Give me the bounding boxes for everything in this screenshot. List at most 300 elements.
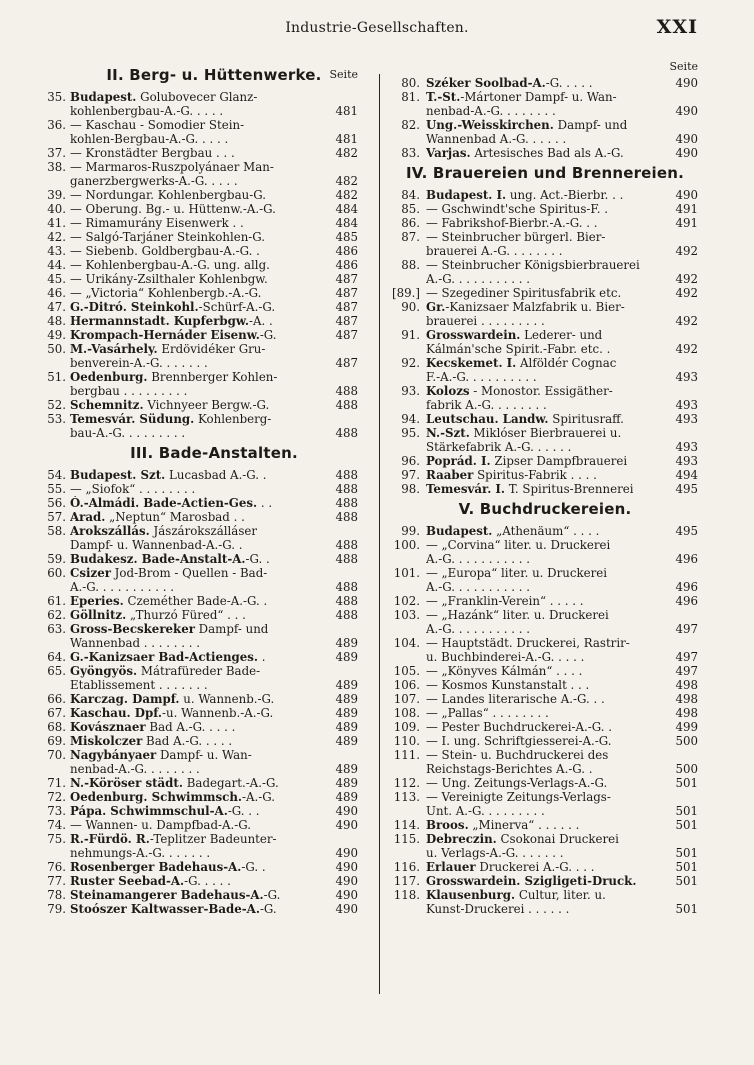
entry-text: Ruster Seebad-A.-G. . . . . bbox=[70, 874, 231, 888]
entry-number: 86. bbox=[401, 216, 420, 230]
entry-line bbox=[426, 356, 698, 370]
entry-text: — Wannen- u. Dampfbad-A.-G. bbox=[70, 818, 252, 832]
entry-line bbox=[426, 132, 698, 146]
index-entry bbox=[392, 188, 698, 202]
entry-page: 497 bbox=[675, 622, 698, 636]
entry-text: Klausenburg. Cultur, liter. u. bbox=[426, 888, 606, 902]
entry-page: 490 bbox=[335, 860, 358, 874]
entry-number: 46. bbox=[47, 286, 66, 300]
index-entry bbox=[392, 720, 698, 734]
entry-text: Leutschau. Landw. Spiritusraff. bbox=[426, 412, 624, 426]
entry-text: Kecskemet. I. Alföldér Cognac bbox=[426, 356, 617, 370]
entry-line bbox=[70, 356, 358, 370]
entry-page: 481 bbox=[335, 132, 358, 146]
entry-line bbox=[70, 342, 358, 356]
entry-text: — Urikány-Zsilthaler Kohlenbgw. bbox=[70, 272, 268, 286]
entry-number: 69. bbox=[47, 734, 66, 748]
index-entry bbox=[392, 888, 698, 916]
entry-text: — Landes literarische A.-G. . . bbox=[426, 692, 605, 706]
entry-text: — Salgó-Tarjáner Steinkohlen-G. bbox=[70, 230, 266, 244]
entry-number: 117. bbox=[393, 874, 420, 888]
entry-line bbox=[70, 426, 358, 440]
entry-line bbox=[70, 706, 358, 720]
entry-text: Raaber Spiritus-Fabrik . . . . bbox=[426, 468, 597, 482]
entry-page: 491 bbox=[675, 216, 698, 230]
entry-page: 493 bbox=[675, 440, 698, 454]
entry-page: 492 bbox=[675, 314, 698, 328]
entry-text: Unt. A.-G. . . . . . . . . bbox=[426, 804, 545, 818]
entry-line bbox=[426, 720, 698, 734]
entry-number: 61. bbox=[47, 594, 66, 608]
index-entry bbox=[47, 216, 358, 230]
entry-text: Kálmán'sche Spirit.-Fabr. etc. . bbox=[426, 342, 611, 356]
entry-number: 47. bbox=[47, 300, 66, 314]
index-entry bbox=[47, 874, 358, 888]
entry-text: A.-G. . . . . . . . . . . bbox=[426, 272, 531, 286]
entry-line bbox=[426, 230, 698, 244]
index-entry bbox=[47, 314, 358, 328]
entry-line bbox=[426, 272, 698, 286]
entry-line bbox=[70, 636, 358, 650]
index-entry bbox=[392, 608, 698, 636]
entry-number: 60. bbox=[47, 566, 66, 580]
entry-page: 490 bbox=[675, 188, 698, 202]
entry-line bbox=[426, 622, 698, 636]
index-entry bbox=[47, 720, 358, 734]
entry-line bbox=[70, 244, 358, 258]
entry-line bbox=[426, 90, 698, 104]
entry-number: 64. bbox=[47, 650, 66, 664]
index-entry bbox=[392, 874, 698, 888]
index-entry bbox=[47, 342, 358, 370]
entry-line bbox=[70, 524, 358, 538]
index-entry bbox=[47, 258, 358, 272]
entry-page: 489 bbox=[335, 720, 358, 734]
index-entry bbox=[392, 146, 698, 160]
index-entry bbox=[392, 286, 698, 300]
index-entry bbox=[392, 818, 698, 832]
entry-text: u. Buchbinderei-A.-G. . . . . bbox=[426, 650, 585, 664]
entry-text: Ó.-Almádi. Bade-Actien-Ges. . . bbox=[70, 496, 273, 510]
entry-text: nenbad-A.-G. . . . . . . . bbox=[70, 762, 200, 776]
entry-line bbox=[426, 286, 698, 300]
entry-line bbox=[426, 76, 698, 90]
entry-number: 77. bbox=[47, 874, 66, 888]
entry-line bbox=[70, 272, 358, 286]
index-entry bbox=[392, 258, 698, 286]
index-entry bbox=[47, 860, 358, 874]
entry-number: 113. bbox=[393, 790, 420, 804]
entry-number: 91. bbox=[401, 328, 420, 342]
entry-text: — Kosmos Kunstanstalt . . . bbox=[426, 678, 590, 692]
entry-text: — „Hazánk“ liter. u. Druckerei bbox=[426, 608, 609, 622]
entry-text: Dampf- u. Wannenbad-A.-G. . bbox=[70, 538, 243, 552]
page-header bbox=[0, 18, 754, 44]
entry-number: 65. bbox=[47, 664, 66, 678]
entry-text: Budapest. Golubovecer Glanz- bbox=[70, 90, 258, 104]
entry-line bbox=[426, 118, 698, 132]
index-entry bbox=[47, 524, 358, 552]
index-entry bbox=[47, 412, 358, 440]
index-entry bbox=[47, 160, 358, 188]
entry-number: 80. bbox=[401, 76, 420, 90]
entry-page: 501 bbox=[675, 846, 698, 860]
entry-line bbox=[426, 818, 698, 832]
entry-number: 79. bbox=[47, 902, 66, 916]
running-title: Industrie-Gesellschaften. bbox=[285, 20, 469, 36]
entry-page: 488 bbox=[335, 426, 358, 440]
entry-number: 78. bbox=[47, 888, 66, 902]
entry-text: — Vereinigte Zeitungs-Verlags- bbox=[426, 790, 611, 804]
entry-text: Oedenburg. Brennberger Kohlen- bbox=[70, 370, 278, 384]
entry-page: 484 bbox=[335, 216, 358, 230]
entry-text: — Fabrikshof-Bierbr.-A.-G. . . bbox=[426, 216, 598, 230]
entry-page: 487 bbox=[335, 314, 358, 328]
entry-number: 95. bbox=[401, 426, 420, 440]
entry-line bbox=[426, 608, 698, 622]
entry-page: 491 bbox=[675, 202, 698, 216]
entry-line bbox=[426, 832, 698, 846]
entry-line bbox=[426, 468, 698, 482]
entry-line bbox=[426, 384, 698, 398]
entry-text: — Marmaros-Ruszpolyánaer Man- bbox=[70, 160, 274, 174]
index-entry bbox=[392, 216, 698, 230]
index-entry bbox=[47, 664, 358, 692]
entry-line bbox=[70, 482, 358, 496]
entry-number: 82. bbox=[401, 118, 420, 132]
index-entry bbox=[392, 734, 698, 748]
entry-number: 85. bbox=[401, 202, 420, 216]
entry-text: — Oberung. Bg.- u. Hüttenw.-A.-G. bbox=[70, 202, 276, 216]
entry-line bbox=[70, 202, 358, 216]
entry-text: — Rimamurány Eisenwerk . . bbox=[70, 216, 244, 230]
index-entry bbox=[392, 454, 698, 468]
entry-page: 490 bbox=[335, 818, 358, 832]
entry-line bbox=[70, 846, 358, 860]
entry-line bbox=[70, 188, 358, 202]
entry-text: T.-St.-Mártoner Dampf- u. Wan- bbox=[426, 90, 617, 104]
entry-line bbox=[70, 594, 358, 608]
entry-text: brauerei . . . . . . . . . bbox=[426, 314, 545, 328]
entry-page: 500 bbox=[675, 734, 698, 748]
entry-page: 488 bbox=[335, 538, 358, 552]
entry-number: 74. bbox=[47, 818, 66, 832]
entry-line bbox=[426, 594, 698, 608]
entry-number: 94. bbox=[401, 412, 420, 426]
entry-line bbox=[426, 692, 698, 706]
entry-number: 98. bbox=[401, 482, 420, 496]
entry-number: 58. bbox=[47, 524, 66, 538]
entry-line bbox=[426, 762, 698, 776]
entry-number: 63. bbox=[47, 622, 66, 636]
entry-line bbox=[70, 510, 358, 524]
entry-text: Pápa. Schwimmschul-A.-G. . . bbox=[70, 804, 260, 818]
entry-text: Karczag. Dampf. u. Wannenb.-G. bbox=[70, 692, 275, 706]
entry-page: 487 bbox=[335, 356, 358, 370]
entry-number: 48. bbox=[47, 314, 66, 328]
entry-number: 108. bbox=[393, 706, 420, 720]
entry-line bbox=[426, 776, 698, 790]
index-entry bbox=[392, 118, 698, 146]
index-entry bbox=[392, 90, 698, 118]
entry-page: 482 bbox=[335, 174, 358, 188]
entry-line bbox=[70, 370, 358, 384]
entry-number: 39. bbox=[47, 188, 66, 202]
entry-page: 489 bbox=[335, 706, 358, 720]
entry-line bbox=[426, 188, 698, 202]
entry-line bbox=[70, 328, 358, 342]
entry-number: 40. bbox=[47, 202, 66, 216]
entry-text: Göllnitz. „Thurzó Füred“ . . . bbox=[70, 608, 246, 622]
index-entry bbox=[47, 748, 358, 776]
entry-line bbox=[70, 622, 358, 636]
entry-line bbox=[426, 454, 698, 468]
entry-line bbox=[70, 748, 358, 762]
index-entry bbox=[47, 202, 358, 216]
entry-text: Krompach-Hernáder Eisenw.-G. bbox=[70, 328, 277, 342]
entry-text: M.-Vasárhely. Erdövidéker Gru- bbox=[70, 342, 266, 356]
entry-number: 37. bbox=[47, 146, 66, 160]
index-entry bbox=[392, 230, 698, 258]
entry-line bbox=[70, 678, 358, 692]
entry-number: 88. bbox=[401, 258, 420, 272]
index-entry bbox=[47, 230, 358, 244]
index-entry bbox=[392, 202, 698, 216]
index-entry bbox=[392, 524, 698, 538]
index-entry bbox=[392, 664, 698, 678]
entry-line bbox=[70, 384, 358, 398]
entry-page: 489 bbox=[335, 776, 358, 790]
entry-line bbox=[426, 524, 698, 538]
entry-page: 501 bbox=[675, 804, 698, 818]
entry-text: nenbad-A.-G. . . . . . . . bbox=[426, 104, 556, 118]
entry-line bbox=[70, 762, 358, 776]
entry-number: 83. bbox=[401, 146, 420, 160]
entry-text: Reichstags-Berichtes A.-G. . bbox=[426, 762, 593, 776]
entry-line bbox=[70, 104, 358, 118]
entry-line bbox=[426, 888, 698, 902]
entry-page: 488 bbox=[335, 384, 358, 398]
entry-line bbox=[70, 720, 358, 734]
entry-line bbox=[70, 160, 358, 174]
entry-line bbox=[70, 132, 358, 146]
entry-number: 52. bbox=[47, 398, 66, 412]
entry-text: Budapest. Szt. Lucasbad A.-G. . bbox=[70, 468, 267, 482]
entry-text: — Hauptstädt. Druckerei, Rastrir- bbox=[426, 636, 630, 650]
entry-line bbox=[426, 874, 698, 888]
entry-text: A.-G. . . . . . . . . . . bbox=[426, 580, 531, 594]
entry-line bbox=[70, 650, 358, 664]
entry-number: 44. bbox=[47, 258, 66, 272]
entry-page: 482 bbox=[335, 188, 358, 202]
entry-line bbox=[70, 90, 358, 104]
entry-number: 70. bbox=[47, 748, 66, 762]
entry-page: 495 bbox=[675, 524, 698, 538]
index-entry bbox=[47, 552, 358, 566]
entry-page: 488 bbox=[335, 552, 358, 566]
entry-number: 56. bbox=[47, 496, 66, 510]
index-entry bbox=[47, 650, 358, 664]
index-entry bbox=[47, 90, 358, 118]
entry-line bbox=[70, 692, 358, 706]
entry-number: 72. bbox=[47, 790, 66, 804]
entry-text: R.-Fürdö. R.-Teplitzer Badeunter- bbox=[70, 832, 277, 846]
entry-text: Miskolczer Bad A.-G. . . . . bbox=[70, 734, 233, 748]
index-entry bbox=[392, 636, 698, 664]
entry-text: Varjas. Artesisches Bad als A.-G. bbox=[426, 146, 624, 160]
index-entry bbox=[47, 468, 358, 482]
index-entry bbox=[392, 790, 698, 818]
entry-text: — Kronstädter Bergbau . . . bbox=[70, 146, 235, 160]
entry-page: 494 bbox=[675, 468, 698, 482]
entry-text: N.-Köröser städt. Badegart.-A.-G. bbox=[70, 776, 279, 790]
entry-text: Budapest. „Athenäum“ . . . . bbox=[426, 524, 600, 538]
entry-line bbox=[426, 664, 698, 678]
entry-page: 500 bbox=[675, 762, 698, 776]
index-entry bbox=[47, 594, 358, 608]
entry-line bbox=[426, 244, 698, 258]
entry-number: 62. bbox=[47, 608, 66, 622]
entry-line bbox=[70, 174, 358, 188]
entry-page: 486 bbox=[335, 258, 358, 272]
section-title: V. Buchdruckereien. bbox=[458, 500, 632, 518]
entry-line bbox=[70, 398, 358, 412]
entry-page: 487 bbox=[335, 300, 358, 314]
entry-number: 41. bbox=[47, 216, 66, 230]
entry-number: 75. bbox=[47, 832, 66, 846]
entry-text: Temesvár. Südung. Kohlenberg- bbox=[70, 412, 272, 426]
entry-page: 501 bbox=[675, 776, 698, 790]
entry-text: Wannenbad . . . . . . . . bbox=[70, 636, 201, 650]
entry-text: — „Corvina“ liter. u. Druckerei bbox=[426, 538, 611, 552]
entry-line bbox=[70, 902, 358, 916]
entry-number: 112. bbox=[393, 776, 420, 790]
entry-number: 93. bbox=[401, 384, 420, 398]
entry-number: 76. bbox=[47, 860, 66, 874]
entry-number: 111. bbox=[393, 748, 420, 762]
entry-text: A.-G. . . . . . . . . . . bbox=[70, 580, 175, 594]
entry-page: 488 bbox=[335, 594, 358, 608]
entry-page: 493 bbox=[675, 398, 698, 412]
entry-page: 487 bbox=[335, 328, 358, 342]
entry-text: Broos. „Minerva“ . . . . . . bbox=[426, 818, 580, 832]
entry-text: bergbau . . . . . . . . . bbox=[70, 384, 188, 398]
entry-number: 36. bbox=[47, 118, 66, 132]
index-entry bbox=[392, 706, 698, 720]
index-entry bbox=[392, 76, 698, 90]
entry-line bbox=[426, 846, 698, 860]
entry-line bbox=[70, 314, 358, 328]
entry-number: 84. bbox=[401, 188, 420, 202]
entry-line bbox=[70, 230, 358, 244]
entry-page: 489 bbox=[335, 790, 358, 804]
entry-page: 489 bbox=[335, 762, 358, 776]
entry-text: Stärkefabrik A.-G. . . . . . bbox=[426, 440, 572, 454]
index-entry bbox=[392, 748, 698, 776]
entry-number: 73. bbox=[47, 804, 66, 818]
entry-line bbox=[426, 706, 698, 720]
index-entry bbox=[47, 832, 358, 860]
entry-text: kohlen-Bergbau-A.-G. . . . . bbox=[70, 132, 229, 146]
index-entry bbox=[47, 608, 358, 622]
entry-number: 51. bbox=[47, 370, 66, 384]
entry-line bbox=[426, 300, 698, 314]
index-entry bbox=[47, 692, 358, 706]
entry-text: Széker Soolbad-A.-G. . . . . bbox=[426, 76, 593, 90]
entry-line bbox=[426, 202, 698, 216]
index-entry bbox=[392, 678, 698, 692]
entry-text: Ung.-Weisskirchen. Dampf- und bbox=[426, 118, 628, 132]
entry-text: Temesvár. I. T. Spiritus-Brennerei bbox=[426, 482, 634, 496]
entry-page: 501 bbox=[675, 902, 698, 916]
entry-line bbox=[426, 580, 698, 594]
entry-page: 497 bbox=[675, 650, 698, 664]
index-entry bbox=[47, 566, 358, 594]
left-column bbox=[47, 58, 358, 916]
entry-text: — Nordungar. Kohlenbergbau-G. bbox=[70, 188, 266, 202]
entry-text: Etablissement . . . . . . . bbox=[70, 678, 208, 692]
entry-number: 67. bbox=[47, 706, 66, 720]
entry-page: 501 bbox=[675, 860, 698, 874]
entry-page: 492 bbox=[675, 244, 698, 258]
entry-text: kohlenbergbau-A.-G. . . . . bbox=[70, 104, 224, 118]
entry-line bbox=[426, 566, 698, 580]
entry-text: — Kaschau - Somodier Stein- bbox=[70, 118, 245, 132]
entry-text: Arad. „Neptun“ Marosbad . . bbox=[70, 510, 245, 524]
index-entry bbox=[47, 496, 358, 510]
entry-line bbox=[70, 608, 358, 622]
index-entry bbox=[47, 118, 358, 146]
seite-label: Seite bbox=[669, 60, 698, 73]
index-entry bbox=[47, 706, 358, 720]
entry-number: 59. bbox=[47, 552, 66, 566]
index-entry bbox=[47, 902, 358, 916]
index-entry bbox=[47, 300, 358, 314]
index-entry bbox=[47, 482, 358, 496]
entry-number: 49. bbox=[47, 328, 66, 342]
entry-page: 487 bbox=[335, 272, 358, 286]
entry-line bbox=[70, 286, 358, 300]
entry-text: Kunst-Druckerei . . . . . . bbox=[426, 902, 570, 916]
entry-page: 488 bbox=[335, 398, 358, 412]
entry-text: G.-Ditró. Steinkohl.-Schürf-A.-G. bbox=[70, 300, 276, 314]
entry-page: 496 bbox=[675, 594, 698, 608]
entry-text: Oedenburg. Schwimmsch.-A.-G. bbox=[70, 790, 276, 804]
entry-line bbox=[426, 552, 698, 566]
entry-line bbox=[70, 300, 358, 314]
entry-line bbox=[70, 538, 358, 552]
entry-line bbox=[70, 258, 358, 272]
entry-line bbox=[426, 370, 698, 384]
entry-number: 92. bbox=[401, 356, 420, 370]
entry-text: Gyöngyös. Mátrafüreder Bade- bbox=[70, 664, 261, 678]
entry-page: 493 bbox=[675, 370, 698, 384]
entry-number: 101. bbox=[393, 566, 420, 580]
section-title: II. Berg- u. Hüttenwerke. bbox=[106, 66, 322, 84]
entry-line bbox=[70, 580, 358, 594]
entry-number: 118. bbox=[393, 888, 420, 902]
entry-page: 490 bbox=[335, 804, 358, 818]
entry-line bbox=[426, 314, 698, 328]
entry-page: 481 bbox=[335, 104, 358, 118]
entry-page: 488 bbox=[335, 580, 358, 594]
entry-line bbox=[70, 874, 358, 888]
index-entry bbox=[392, 426, 698, 454]
entry-number: 42. bbox=[47, 230, 66, 244]
entry-text: Nagybányaer Dampf- u. Wan- bbox=[70, 748, 252, 762]
entry-line bbox=[426, 426, 698, 440]
index-entry bbox=[47, 272, 358, 286]
